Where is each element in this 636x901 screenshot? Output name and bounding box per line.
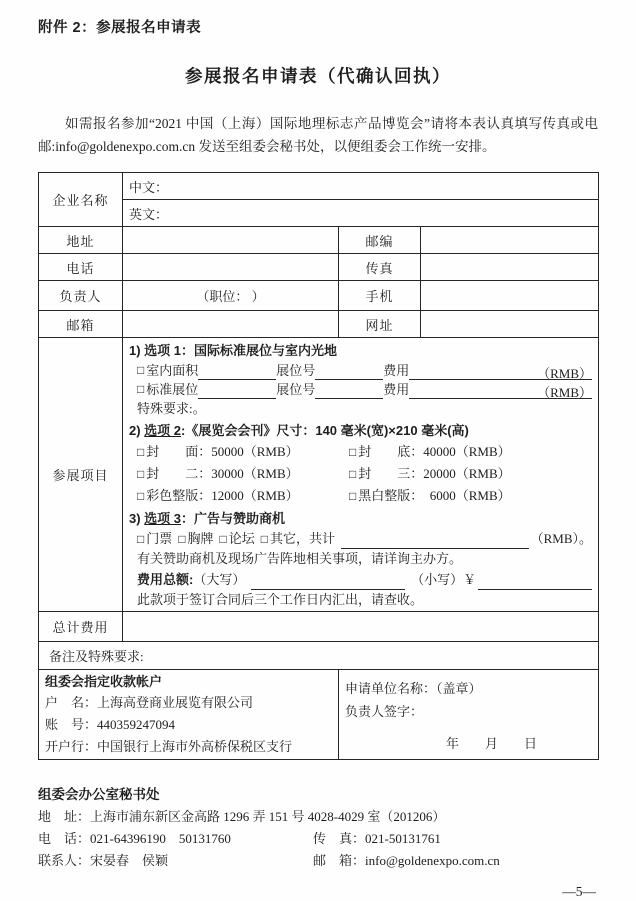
sponsor-currency-suffix: （RMB）。: [530, 531, 593, 546]
attachment-heading: 附件 2：参展报名申请表: [38, 20, 202, 36]
special-requirements-note: 特殊要求:。: [137, 401, 206, 416]
checkbox-icon[interactable]: □: [137, 489, 145, 503]
company-name-label: 企业名称: [39, 173, 123, 227]
sponsor-note: 有关赞助商机及现场广告阵地相关事项，请详询主办方。: [137, 551, 463, 566]
secretariat-heading: 组委会办公室秘书处: [38, 787, 160, 802]
person-label: 负责人: [39, 281, 123, 311]
capital-amount-blank[interactable]: [251, 574, 405, 590]
fee-blank[interactable]: （RMB）: [409, 383, 592, 399]
total-amount-label: 费用总额:: [137, 572, 194, 587]
journal-ad-item: □ 封 三：20000（RMB）: [349, 463, 592, 485]
checkbox-icon[interactable]: □: [137, 532, 145, 546]
capital-amount-label: （大写）: [193, 572, 246, 587]
address-label: 地址: [39, 227, 123, 254]
checkbox-icon[interactable]: □: [349, 467, 357, 481]
checkbox-icon[interactable]: □: [219, 532, 227, 546]
bank-account-number: 账 号：440359247094: [45, 717, 176, 732]
email-label: 邮箱: [39, 311, 123, 338]
secretariat-email: 邮 箱：info@goldenexpo.com.cn: [313, 853, 500, 868]
secretariat-block: [38, 784, 598, 872]
fee-label: 费用: [383, 382, 410, 397]
email-field[interactable]: [123, 311, 339, 338]
fax-label: 传真: [339, 254, 421, 281]
bank-branch: 开户行：中国银行上海市外高桥保税区支行: [45, 739, 293, 754]
checkbox-icon[interactable]: □: [178, 532, 186, 546]
sponsor-total-blank[interactable]: [341, 533, 529, 549]
fax-field[interactable]: [421, 254, 599, 281]
journal-ad-item: □ 黑白整版： 6000（RMB）: [349, 485, 592, 507]
secretariat-address: 地 址：上海市浦东新区金高路 1296 弄 151 号 4028-4029 室（201206）: [38, 809, 446, 824]
payment-note: 此款项于签订合同后三个工作日内汇出，请查收。: [137, 592, 424, 607]
bank-account-name: 户 名：上海高登商业展览有限公司: [45, 695, 254, 710]
secretariat-contacts: 联系人：宋晏春 侯颖: [38, 853, 169, 868]
sponsor-option: □ 门票: [137, 529, 172, 549]
exhibition-items-cell: [123, 338, 599, 612]
mobile-field[interactable]: [421, 281, 599, 311]
sponsor-option: □ 其它，共计: [261, 529, 335, 549]
page-title: 参展报名申请表（代确认回执）: [185, 66, 451, 86]
option1-heading: 1) 选项 1：国际标准展位与室内光地: [129, 343, 338, 358]
checkbox-icon[interactable]: □: [349, 445, 357, 459]
option2-heading: 2) 选项 2:《展览会会刊》尺寸：140 毫米(宽)×210 毫米(高): [129, 423, 469, 438]
option1-row-standard: [129, 380, 592, 399]
secretariat-contact-line: [38, 850, 598, 872]
secretariat-address-line: [38, 806, 598, 828]
bank-account-cell: [39, 670, 339, 760]
applicant-sign-field[interactable]: 负责人签字：: [345, 704, 424, 719]
secretariat-phone: 电 话：021-64396190 50131760: [38, 831, 231, 846]
zip-label: 邮编: [339, 227, 421, 254]
total-fee-label: 总计费用: [39, 612, 123, 642]
journal-ad-options: [129, 441, 592, 507]
option1-row-indoor: [129, 361, 592, 380]
fee-label: 费用: [383, 363, 410, 378]
address-field[interactable]: [123, 227, 339, 254]
phone-label: 电话: [39, 254, 123, 281]
booth-number-label: 展位号: [276, 382, 316, 397]
applicant-date-field[interactable]: 年 月 日: [446, 736, 538, 751]
sponsor-options-line: [129, 529, 592, 549]
standard-booth-blank[interactable]: [198, 383, 276, 399]
zip-field[interactable]: [421, 227, 599, 254]
journal-ad-item: □ 封 底：40000（RMB）: [349, 441, 592, 463]
standard-booth-label: 标准展位: [146, 382, 199, 397]
sponsor-option: □ 胸牌: [178, 529, 213, 549]
indoor-area-blank[interactable]: [198, 364, 276, 380]
company-name-en-field[interactable]: 英文：: [123, 200, 599, 227]
bank-account-heading: 组委会指定收款帐户: [45, 674, 163, 689]
website-field[interactable]: [421, 311, 599, 338]
booth-number-blank[interactable]: [315, 364, 383, 380]
option3-heading: 3) 选项 3：广告与赞助商机: [129, 511, 286, 526]
checkbox-icon[interactable]: □: [137, 382, 145, 396]
secretariat-phone-line: [38, 828, 598, 850]
checkbox-icon[interactable]: □: [137, 467, 145, 481]
phone-field[interactable]: [123, 254, 339, 281]
option3-underlined: 选项 3: [144, 511, 182, 526]
fee-blank[interactable]: （RMB）: [409, 364, 592, 380]
registration-table: [38, 172, 599, 760]
total-fee-field[interactable]: [123, 612, 599, 642]
journal-ad-item: □ 封 面：50000（RMB）: [137, 441, 349, 463]
applicant-cell: [339, 670, 599, 760]
mobile-label: 手机: [339, 281, 421, 311]
journal-ad-item: □ 封 二：30000（RMB）: [137, 463, 349, 485]
total-amount-line: [129, 569, 592, 590]
checkbox-icon[interactable]: □: [137, 363, 145, 377]
sponsor-option: □ 论坛: [220, 529, 255, 549]
applicant-unit-label: 申请单位名称：（盖章）: [345, 681, 482, 696]
website-label: 网址: [339, 311, 421, 338]
company-name-cn-field[interactable]: 中文：: [123, 173, 599, 200]
page-number: —5—: [562, 884, 596, 899]
secretariat-fax: 传 真：021-50131761: [313, 831, 441, 846]
checkbox-icon[interactable]: □: [260, 532, 269, 546]
small-amount-blank[interactable]: [478, 574, 592, 590]
person-position-field[interactable]: （职位： ）: [123, 281, 339, 311]
journal-ad-item: □ 彩色整版：12000（RMB）: [137, 485, 349, 507]
indoor-area-label: 室内面积: [146, 363, 199, 378]
booth-number-label: 展位号: [276, 363, 316, 378]
intro-paragraph: 如需报名参加“2021 中国（上海）国际地理标志产品博览会”请将本表认真填写传真或电邮:info@goldenexpo.com.cn 发送至组委会秘书处，以便组委会工作统一安排。: [38, 116, 598, 154]
checkbox-icon[interactable]: □: [137, 445, 145, 459]
booth-number-blank[interactable]: [315, 383, 383, 399]
exhibition-items-label: 参展项目: [39, 338, 123, 612]
option2-underlined: 选项 2: [144, 423, 182, 438]
remarks-field[interactable]: 备注及特殊要求:: [39, 642, 599, 670]
checkbox-icon[interactable]: □: [349, 489, 357, 503]
small-amount-label: （小写）￥: [411, 572, 477, 587]
